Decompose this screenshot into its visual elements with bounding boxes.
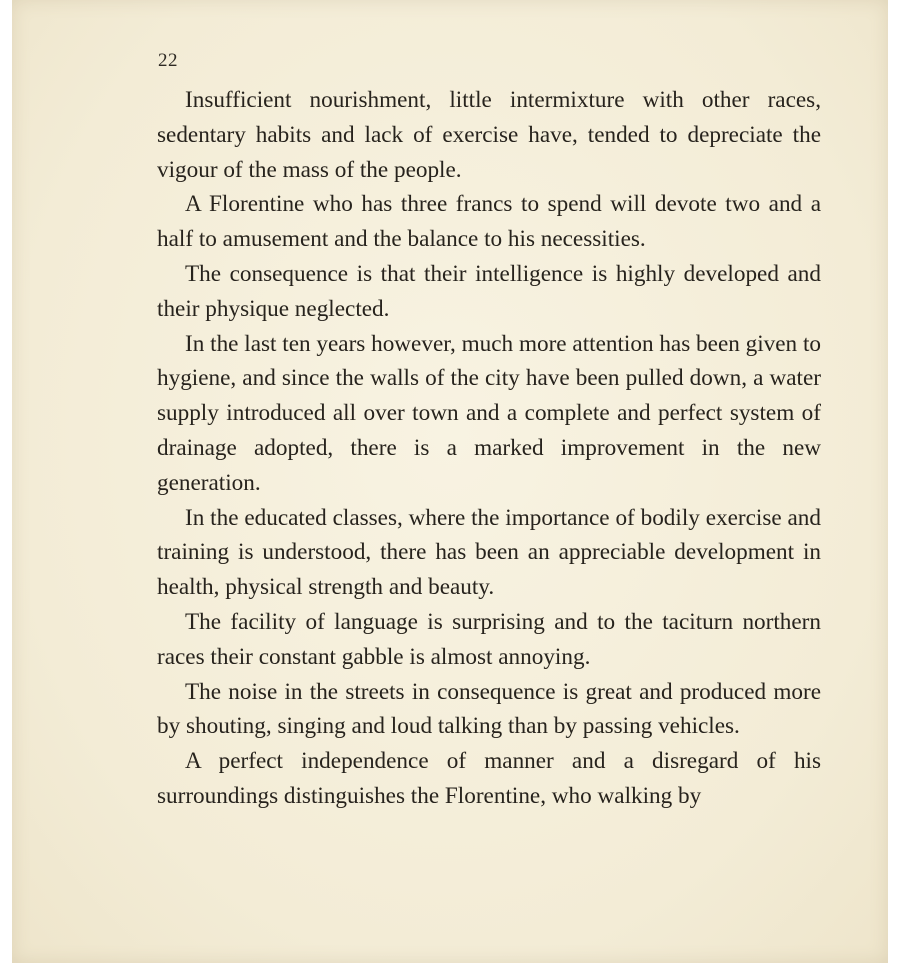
paragraph: Insufficient nourishment, little intermixture with other races, sedentary habits and lack of exercise have, tended to depreciate the vigour of the mass of the people. (157, 87, 821, 183)
paragraph: The facility of language is surprising and to the taciturn northern races their constant gabble is almost annoying. (157, 608, 821, 670)
paragraph: In the last ten years however, much more attention has been given to hygiene, and since the walls of the city have been pulled down, a water supply introduced all over town and a complete and perfect system of drainage adopted, there is a marked improvement in the new generation. (157, 330, 821, 496)
page-number: 22 (158, 50, 178, 71)
body-text (157, 83, 821, 814)
paragraph: In the educated classes, where the importance of bodily exercise and training is understood, there has been an appreciable development in health, physical strength and beauty. (157, 504, 821, 601)
book-page (12, 0, 888, 963)
paragraph: The noise in the streets in consequence is great and produced more by shouting, singing and loud talking than by passing vehicles. (157, 678, 821, 740)
paragraph-last: A perfect independence of manner and a disregard of his surroundings distinguishes the Florentine, who walking by (157, 748, 821, 809)
paragraph: The consequence is that their intelligence is highly developed and their physique neglected. (157, 260, 821, 322)
paragraph: A Florentine who has three francs to spend will devote two and a half to amusement and the balance to his necessities. (157, 191, 821, 253)
